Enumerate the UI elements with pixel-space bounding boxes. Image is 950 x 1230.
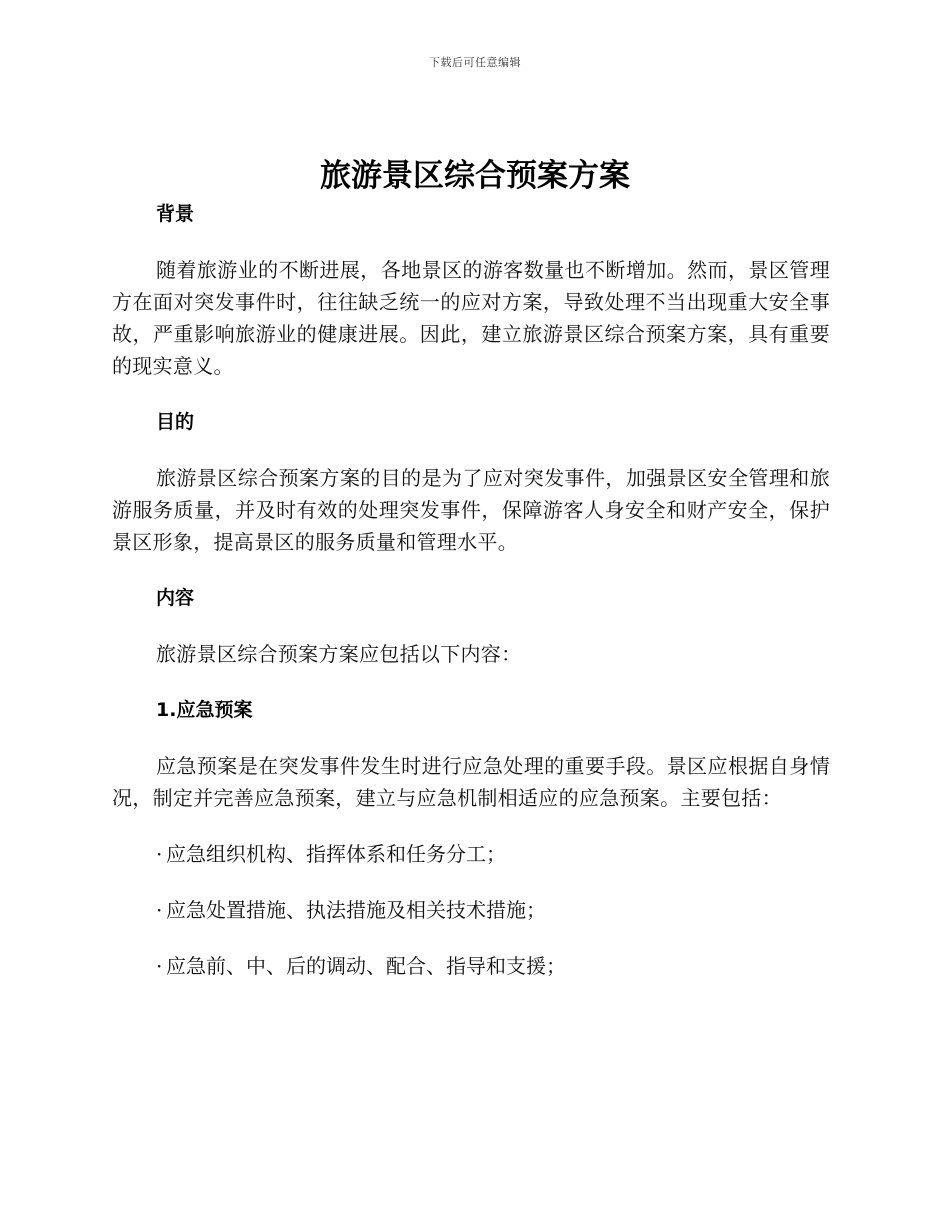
list-item xyxy=(112,894,830,926)
bullet-mark: · xyxy=(156,954,163,978)
section-heading-emergency: 1.应急预案 xyxy=(156,699,253,721)
list-item xyxy=(112,838,830,870)
list-item xyxy=(112,950,830,982)
section-heading-purpose: 目的 xyxy=(156,411,195,433)
bullet-mark: · xyxy=(156,898,163,922)
list-item-text: 应急前、中、后的调动、配合、指导和支援； xyxy=(166,954,566,978)
list-item-text: 应急组织机构、指挥体系和任务分工； xyxy=(166,842,506,866)
paragraph-background: 随着旅游业的不断进展，各地景区的游客数量也不断增加。然而，景区管理方在面对突发事件时，往往缺乏统一的应对方案，导致处理不当出现重大安全事故，严重影响旅游业的健康进展。因此，建立旅游景区综合预案方案，具有重要的现实意义。 xyxy=(112,258,830,378)
paragraph-content: 旅游景区综合预案方案应包括以下内容： xyxy=(156,642,522,666)
paragraph-purpose: 旅游景区综合预案方案的目的是为了应对突发事件，加强景区安全管理和旅游服务质量，并及时有效的处理突发事件，保障游客人身安全和财产安全，保护景区形象，提高景区的服务质量和管理水平。 xyxy=(112,466,830,554)
document-title: 旅游景区综合预案方案 xyxy=(320,158,630,194)
paragraph-emergency: 应急预案是在突发事件发生时进行应急处理的重要手段。景区应根据自身情况，制定并完善应急预案，建立与应急机制相适应的应急预案。主要包括： xyxy=(112,754,830,810)
section-heading-content: 内容 xyxy=(156,587,195,609)
section-heading-background: 背景 xyxy=(156,203,195,225)
bullet-mark: · xyxy=(156,842,163,866)
document-body xyxy=(112,198,830,982)
list-item-text: 应急处置措施、执法措施及相关技术措施； xyxy=(166,898,546,922)
header-note: 下载后可任意编辑 xyxy=(429,56,521,69)
